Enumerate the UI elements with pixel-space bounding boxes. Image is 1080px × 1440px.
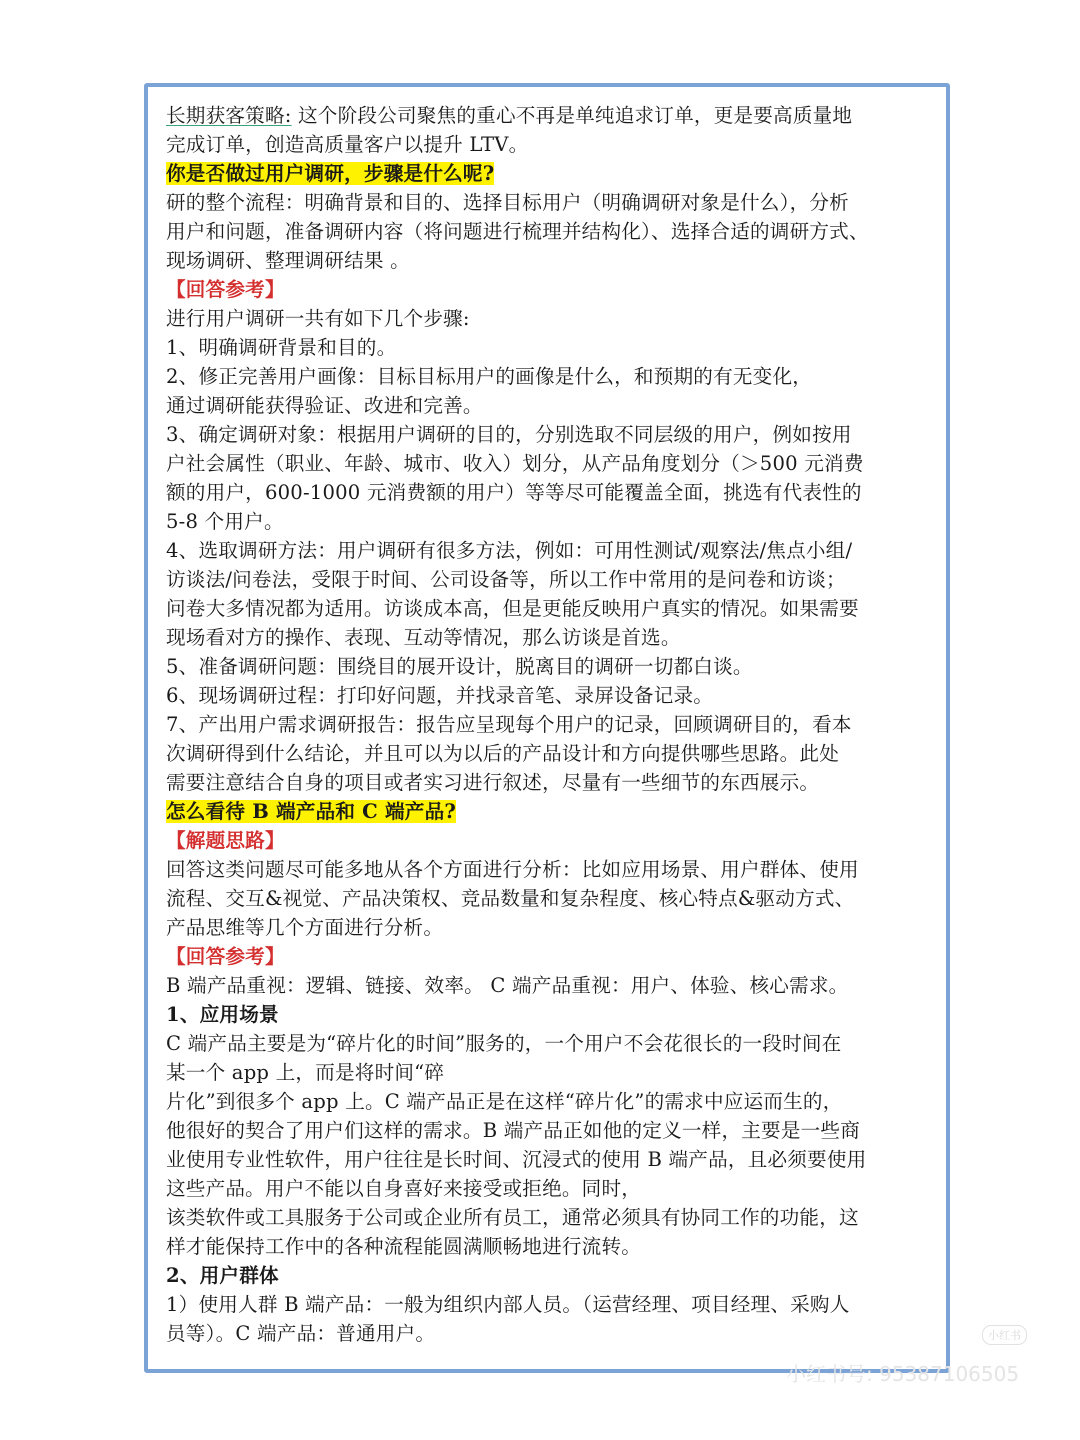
section-1-line: 样才能保持工作中的各种流程能圆满顺畅地进行流转。: [166, 1235, 642, 1258]
watermark-text: 小红书号: 95387106505: [786, 1362, 1020, 1386]
watermark-logo: 小红书: [982, 1325, 1027, 1345]
intro-line-2: 完成订单，创造高质量客户以提升 LTV。: [166, 133, 529, 156]
step-line: 问卷大多情况都为适用。访谈成本高，但是更能反映用户真实的情况。如果需要: [166, 597, 859, 620]
q1-lead: 进行用户调研一共有如下几个步骤:: [166, 307, 470, 330]
step-line: 次调研得到什么结论，并且可以为以后的产品设计和方向提供哪些思路。此处: [166, 742, 839, 765]
step-line: 7、产出用户需求调研报告：报告应呈现每个用户的记录，回顾调研目的，看本: [166, 713, 852, 736]
step-line: 户社会属性（职业、年龄、城市、收入）划分，从产品角度划分（＞500 元消费: [166, 452, 864, 475]
step-line: 现场看对方的操作、表现、互动等情况，那么访谈是首选。: [166, 626, 681, 649]
q1-summary-line: 现场调研、整理调研结果 。: [166, 249, 410, 272]
q2-thinking-line: 回答这类问题尽可能多地从各个方面进行分析：比如应用场景、用户群体、使用: [166, 858, 859, 881]
q2-answer-tag: 【回答参考】: [166, 945, 285, 968]
step-line: 6、现场调研过程：打印好问题，并找录音笔、录屏设备记录。: [166, 684, 714, 707]
document-frame: [144, 83, 950, 1373]
section-1-line: 业使用专业性软件，用户往往是长时间、沉浸式的使用 B 端产品，且必须要使用: [166, 1148, 867, 1171]
q1-summary-line: 研的整个流程：明确背景和目的、选择目标用户（明确调研对象是什么），分析: [166, 191, 849, 214]
question-1-highlight: 你是否做过用户调研，步骤是什么呢?: [166, 162, 495, 185]
step-line: 5、准备调研问题：围绕目的展开设计，脱离目的调研一切都白谈。: [166, 655, 753, 678]
intro-text: 这个阶段公司聚焦的重心不再是单纯追求订单，更是要高质量地: [291, 104, 853, 127]
section-2-title: 2、用户群体: [166, 1264, 279, 1287]
intro-line-1: [166, 101, 924, 130]
section-1-line: 该类软件或工具服务于公司或企业所有员工，通常必须具有协同工作的功能，这: [166, 1206, 859, 1229]
step-line: 额的用户，600-1000 元消费额的用户）等等尽可能覆盖全面，挑选有代表性的: [166, 481, 862, 504]
step-line: 1、明确调研背景和目的。: [166, 336, 397, 359]
step-line: 访谈法/问卷法，受限于时间、公司设备等，所以工作中常用的是问卷和访谈；: [166, 568, 846, 591]
document-content: [166, 101, 924, 1348]
step-line: 4、选取调研方法：用户调研有很多方法，例如：可用性测试/观察法/焦点小组/: [166, 539, 853, 562]
step-line: 需要注意结合自身的项目或者实习进行叙述，尽量有一些细节的东西展示。: [166, 771, 820, 794]
section-1-title: 1、应用场景: [166, 1003, 279, 1026]
section-2-line: 1）使用人群 B 端产品：一般为组织内部人员。（运营经理、项目经理、采购人: [166, 1293, 850, 1316]
section-1-line: 他很好的契合了用户们这样的需求。B 端产品正如他的定义一样，主要是一些商: [166, 1119, 861, 1142]
q1-answer-tag: 【回答参考】: [166, 278, 285, 301]
step-line: 通过调研能获得验证、改进和完善。: [166, 394, 483, 417]
q2-thinking-line: 流程、交互&视觉、产品决策权、竞品数量和复杂程度、核心特点&驱动方式、: [166, 887, 855, 910]
section-1-line: 这些产品。用户不能以自身喜好来接受或拒绝。同时，: [166, 1177, 642, 1200]
question-1: [166, 159, 924, 188]
q2-thinking-tag: 【解题思路】: [166, 829, 285, 852]
section-1-line: C 端产品主要是为“碎片化的时间”服务的，一个用户不会花很长的一段时间在: [166, 1032, 842, 1055]
question-2-highlight: 怎么看待 B 端产品和 C 端产品?: [166, 800, 457, 823]
question-2: [166, 797, 924, 826]
section-2-line: 员等）。C 端产品：普通用户。: [166, 1322, 436, 1345]
section-1-line: 片化”到很多个 app 上。C 端产品正是在这样“碎片化”的需求中应运而生的，: [166, 1090, 843, 1113]
step-line: 2、修正完善用户画像：目标目标用户的画像是什么，和预期的有无变化，: [166, 365, 813, 388]
intro-label: 长期获客策略:: [166, 104, 292, 127]
section-1-line: 某一个 app 上，而是将时间“碎: [166, 1061, 445, 1084]
q1-summary-line: 用户和问题，准备调研内容（将问题进行梳理并结构化）、选择合适的调研方式、: [166, 220, 869, 243]
step-line: 5-8 个用户。: [166, 510, 284, 533]
q2-overview: B 端产品重视：逻辑、链接、效率。 C 端产品重视：用户、体验、核心需求。: [166, 974, 849, 997]
step-line: 3、确定调研对象：根据用户调研的目的，分别选取不同层级的用户，例如按用: [166, 423, 852, 446]
q2-thinking-line: 产品思维等几个方面进行分析。: [166, 916, 444, 939]
